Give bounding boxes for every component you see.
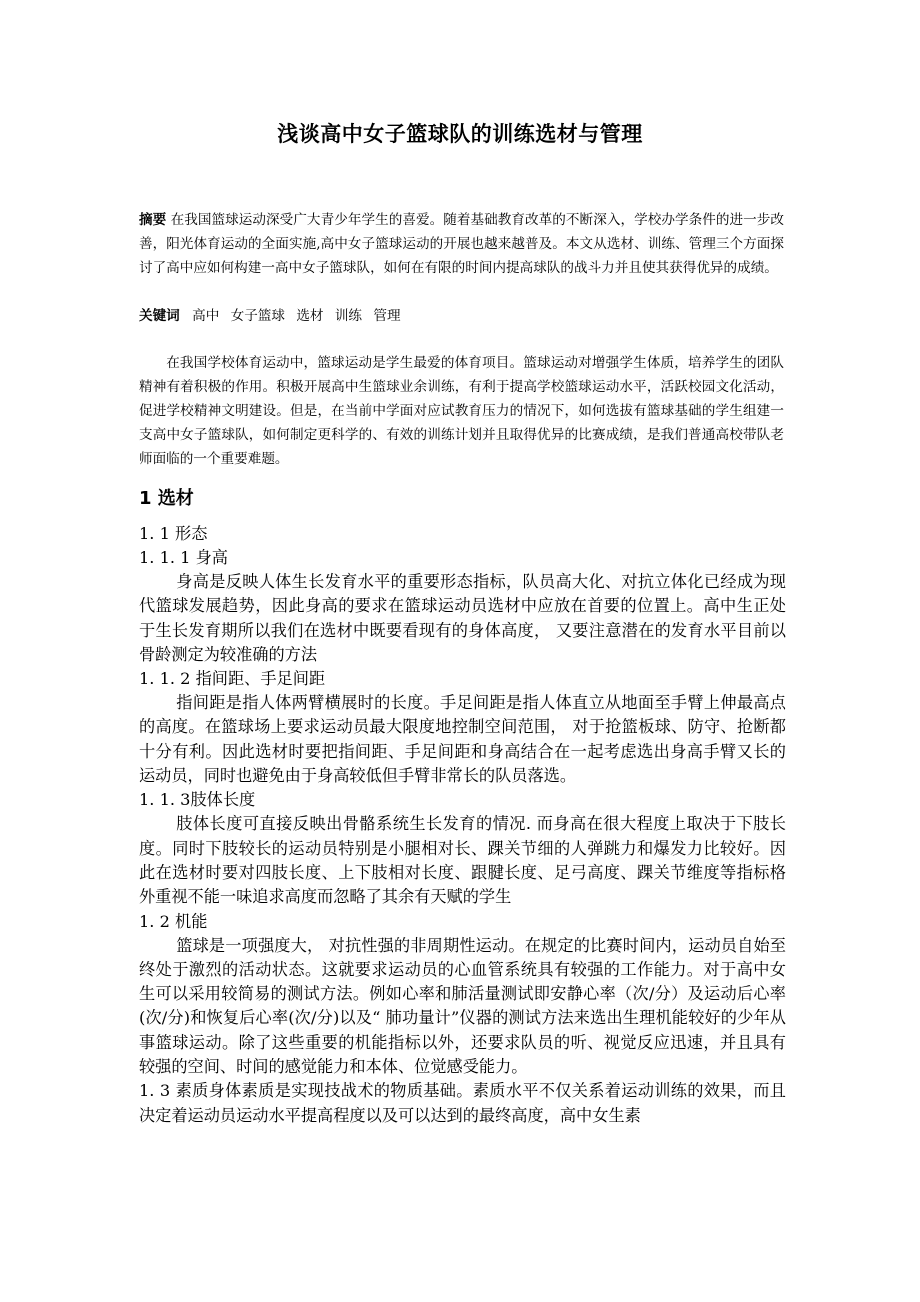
- keywords-label: 关键词: [139, 308, 180, 324]
- document-title: 浅谈高中女子篮球队的训练选材与管理: [277, 122, 643, 146]
- paragraph: 身高是反映人体生长发育水平的重要形态指标，队员高大化、对抗立体化已经成为现代篮球发展趋势，因此身高的要求在篮球运动员选材中应放在首要的位置上。高中生正处于生长发育期所以我们在选材中既要看现有的身体高度， 又要注意潜在的发育水平目前以骨龄测定为较准确的方法: [139, 572, 786, 664]
- subsection-heading: 1. 2 机能: [139, 911, 208, 931]
- keyword: 高中: [192, 308, 220, 324]
- keyword: 选材: [296, 308, 324, 324]
- paragraph: 篮球是一项强度大， 对抗性强的非周期性运动。在规定的比赛时间内，运动员自始至终处于激烈的活动状态。这就要求运动员的心血管系统具有较强的工作能力。对于高中女生可以采用较简易的测试方法。例如心率和肺活量测试即安静心率（次/分）及运动后心率(次/分)和恢复后心率(次/分)以及“ 肺功量计”仪器的测试方法来选出生理机能较好的少年从事篮球运动。除了这些重要的机能指标以外，还要求队员的听、视觉反应迅速，并且具有较强的空间、时间的感觉能力和本体、位觉感受能力。: [139, 935, 786, 1077]
- intro-paragraph: 在我国学校体育运动中，篮球运动是学生最爱的体育项目。篮球运动对增强学生体质，培养学生的团队精神有着积极的作用。积极开展高中生篮球业余训练，有利于提高学校篮球运动水平，活跃校园文化活动，促进学校精神文明建设。但是，在当前中学面对应试教育压力的情况下，如何选拔有篮球基础的学生组建一支高中女子篮球队，如何制定更科学的、有效的训练计划并且取得优异的比赛成绩，是我们普通高校带队老师面临的一个重要难题。: [139, 355, 784, 467]
- section-body: [139, 522, 786, 1128]
- abstract: [139, 208, 784, 280]
- abstract-label: 摘要: [139, 212, 167, 228]
- subsection-heading: 1. 1 形态: [139, 524, 208, 543]
- keyword: 训练: [334, 308, 363, 324]
- abstract-text: 在我国篮球运动深受广大青少年学生的喜爱。随着基础教育改革的不断深入，学校办学条件的进一步改善，阳光体育运动的全面实施,高中女子篮球运动的开展也越来越普及。本文从选材、训练、管理三个方面探讨了高中应如何构建一高中女子篮球队，如何在有限的时间内提高球队的战斗力并且使其获得优异的成绩。: [139, 212, 784, 276]
- subsubsection-heading: 1. 1. 2 指间距、手足间距: [139, 669, 326, 689]
- keyword: 女子篮球: [230, 308, 285, 324]
- paragraph: 1. 3 素质身体素质是实现技战术的物质基础。素质水平不仅关系着运动训练的效果，而且决定着运动员运动水平提高程度以及可以达到的最终高度，高中女生素: [139, 1081, 786, 1125]
- paragraph: 指间距是指人体两臂横展时的长度。手足间距是指人体直立从地面至手臂上伸最高点的高度。在篮球场上要求运动员最大限度地控制空间范围， 对于抢篮板球、防守、抢断都十分有利。因此选材时要把指间距、手足间距和身高结合在一起考虑选出身高手臂又长的运动员，同时也避免由于身高较低但手臂非常长的队员落选。: [139, 693, 786, 786]
- keyword: 管理: [373, 308, 401, 324]
- keywords: [139, 304, 784, 328]
- section-heading: 1 选材: [139, 488, 194, 509]
- subsubsection-heading: 1. 1. 3肢体长度: [139, 790, 256, 810]
- paragraph: 肢体长度可直接反映出骨骼系统生长发育的情况. 而身高在很大程度上取决于下肢长度。同时下肢较长的运动员特别是小腿相对长、踝关节细的人弹跳力和爆发力比较好。因此在选材时要对四肢长度、上下肢相对长度、跟腱长度、足弓高度、踝关节维度等指标格外重视不能一味追求高度而忽略了其余有天赋的学生: [139, 814, 786, 907]
- subsubsection-heading: 1. 1. 1 身高: [139, 548, 228, 567]
